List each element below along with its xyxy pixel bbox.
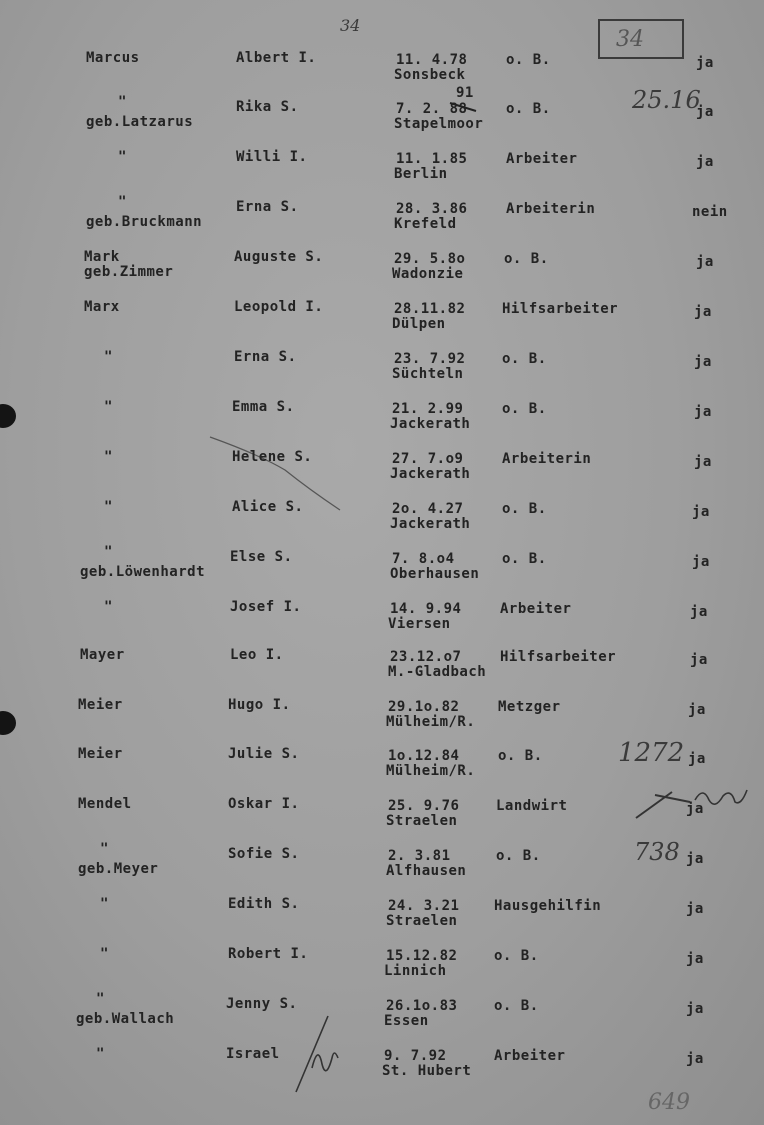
birth-place: Mülheim/R.: [386, 714, 476, 730]
occupation: Metzger: [498, 699, 561, 715]
answer: ja: [688, 702, 706, 718]
surname-ditto: ": [118, 94, 127, 110]
occupation: Arbeiter: [494, 1048, 566, 1064]
birth-place: Sonsbeck: [394, 67, 466, 83]
occupation: o. B.: [498, 748, 543, 764]
birth-date: 23. 7.92: [394, 351, 466, 367]
birth-place: M.-Gladbach: [388, 664, 487, 680]
birth-date: 2o. 4.27: [392, 501, 464, 517]
given-name: Rika S.: [236, 99, 299, 115]
surname: Mark: [84, 249, 120, 265]
given-name: Jenny S.: [226, 996, 298, 1012]
answer: ja: [686, 851, 704, 867]
occupation: Arbeiter: [506, 151, 578, 167]
birth-place: Jackerath: [390, 466, 471, 482]
occupation: Arbeiterin: [502, 451, 592, 467]
answer: ja: [696, 55, 714, 71]
surname: Meier: [78, 746, 123, 762]
birth-date: 9. 7.92: [384, 1048, 447, 1064]
birth-place: Mülheim/R.: [386, 763, 476, 779]
birth-date: 28. 3.86: [396, 201, 468, 217]
page-number-top: 34: [340, 16, 361, 35]
surname: Mendel: [78, 796, 132, 812]
given-name: Hugo I.: [228, 697, 291, 713]
given-name: Willi I.: [236, 149, 308, 165]
surname: Marx: [84, 299, 120, 315]
page-number-bottom: 649: [648, 1090, 690, 1115]
birth-date: 15.12.82: [386, 948, 458, 964]
given-name: Leopold I.: [234, 299, 324, 315]
answer: ja: [694, 404, 712, 420]
birth-place: Straelen: [386, 913, 458, 929]
birth-place: Jackerath: [390, 416, 471, 432]
birth-date: 11. 4.78: [396, 52, 468, 68]
maiden-name: geb.Bruckmann: [86, 214, 203, 230]
answer: ja: [686, 901, 704, 917]
surname-ditto: ": [100, 896, 109, 912]
answer: ja: [690, 652, 708, 668]
surname: Meier: [78, 697, 123, 713]
handwritten-note: 738: [634, 838, 680, 866]
given-name: Israel: [226, 1046, 280, 1062]
surname-ditto: ": [118, 149, 127, 165]
given-name: Erna S.: [234, 349, 297, 365]
answer: ja: [686, 951, 704, 967]
birth-place: Viersen: [388, 616, 451, 632]
answer: ja: [694, 354, 712, 370]
birth-date: 14. 9.94: [390, 601, 462, 617]
birth-date: 7. 8.o4: [392, 551, 455, 567]
birth-place: Oberhausen: [390, 566, 480, 582]
birth-date: 25. 9.76: [388, 798, 460, 814]
given-name: Helene S.: [232, 449, 313, 465]
given-name: Sofie S.: [228, 846, 300, 862]
birth-date: 27. 7.o9: [392, 451, 464, 467]
occupation: o. B.: [496, 848, 541, 864]
given-name: Albert I.: [236, 50, 317, 66]
occupation: Landwirt: [496, 798, 568, 814]
occupation: Arbeiter: [500, 601, 572, 617]
surname-ditto: ": [104, 544, 113, 560]
maiden-name: geb.Zimmer: [84, 264, 174, 280]
birth-date: 29. 5.8o: [394, 251, 466, 267]
occupation: Hilfsarbeiter: [502, 301, 619, 317]
occupation: o. B.: [494, 998, 539, 1014]
occupation: o. B.: [502, 351, 547, 367]
maiden-name: geb.Löwenhardt: [80, 564, 206, 580]
occupation: Arbeiterin: [506, 201, 596, 217]
occupation: o. B.: [506, 52, 551, 68]
occupation: o. B.: [506, 101, 551, 117]
given-name: Josef I.: [230, 599, 302, 615]
surname-ditto: ": [104, 449, 113, 465]
birth-place: Krefeld: [394, 216, 457, 232]
given-name: Julie S.: [228, 746, 300, 762]
answer: ja: [686, 801, 704, 817]
surname-ditto: ": [104, 499, 113, 515]
birth-date: 2. 3.81: [388, 848, 451, 864]
answer: ja: [686, 1001, 704, 1017]
surname-ditto: ": [104, 349, 113, 365]
given-name: Erna S.: [236, 199, 299, 215]
surname: Marcus: [86, 50, 140, 66]
birth-date: 29.1o.82: [388, 699, 460, 715]
maiden-name: geb.Latzarus: [86, 114, 194, 130]
given-name: Leo I.: [230, 647, 284, 663]
surname: Mayer: [80, 647, 125, 663]
birth-date: 21. 2.99: [392, 401, 464, 417]
answer: ja: [692, 554, 710, 570]
birth-date: 11. 1.85: [396, 151, 468, 167]
given-name: Alice S.: [232, 499, 304, 515]
maiden-name: geb.Meyer: [78, 861, 159, 877]
answer: ja: [690, 604, 708, 620]
answer: ja: [696, 154, 714, 170]
birth-date: 28.11.82: [394, 301, 466, 317]
given-name: Edith S.: [228, 896, 300, 912]
given-name: Else S.: [230, 549, 293, 565]
box-number: 34: [616, 27, 644, 52]
answer: ja: [694, 454, 712, 470]
occupation: o. B.: [504, 251, 549, 267]
answer: ja: [686, 1051, 704, 1067]
surname-ditto: ": [100, 841, 109, 857]
answer: ja: [692, 504, 710, 520]
birth-date: 23.12.o7: [390, 649, 462, 665]
surname-ditto: ": [118, 194, 127, 210]
surname-ditto: ": [104, 599, 113, 615]
given-name: Emma S.: [232, 399, 295, 415]
answer: ja: [694, 304, 712, 320]
occupation: o. B.: [502, 401, 547, 417]
birth-place: Stapelmoor: [394, 116, 484, 132]
birth-place: Süchteln: [392, 366, 464, 382]
occupation: Hausgehilfin: [494, 898, 602, 914]
occupation: o. B.: [502, 501, 547, 517]
answer: nein: [692, 204, 728, 220]
occupation: o. B.: [494, 948, 539, 964]
handwritten-note: 1272: [618, 738, 685, 768]
birth-place: St. Hubert: [382, 1063, 472, 1079]
given-name: Oskar I.: [228, 796, 300, 812]
date-correction: 91: [456, 85, 474, 101]
birth-place: Linnich: [384, 963, 447, 979]
answer: ja: [696, 104, 714, 120]
answer: ja: [696, 254, 714, 270]
birth-date: 24. 3.21: [388, 898, 460, 914]
birth-place: Jackerath: [390, 516, 471, 532]
birth-place: Dülpen: [392, 316, 446, 332]
surname-ditto: ": [100, 946, 109, 962]
birth-place: Berlin: [394, 166, 448, 182]
occupation: Hilfsarbeiter: [500, 649, 617, 665]
birth-date: 1o.12.84: [388, 748, 460, 764]
surname-ditto: ": [104, 399, 113, 415]
answer: ja: [688, 751, 706, 767]
maiden-name: geb.Wallach: [76, 1011, 175, 1027]
birth-place: Essen: [384, 1013, 429, 1029]
birth-place: Wadonzie: [392, 266, 464, 282]
handwritten-note: 25.16: [632, 86, 701, 114]
occupation: o. B.: [502, 551, 547, 567]
birth-date: 7. 2. 88: [396, 101, 468, 117]
surname-ditto: ": [96, 991, 105, 1007]
surname-ditto: ": [96, 1046, 105, 1062]
birth-place: Straelen: [386, 813, 458, 829]
given-name: Auguste S.: [234, 249, 324, 265]
birth-place: Alfhausen: [386, 863, 467, 879]
birth-date: 26.1o.83: [386, 998, 458, 1014]
given-name: Robert I.: [228, 946, 309, 962]
